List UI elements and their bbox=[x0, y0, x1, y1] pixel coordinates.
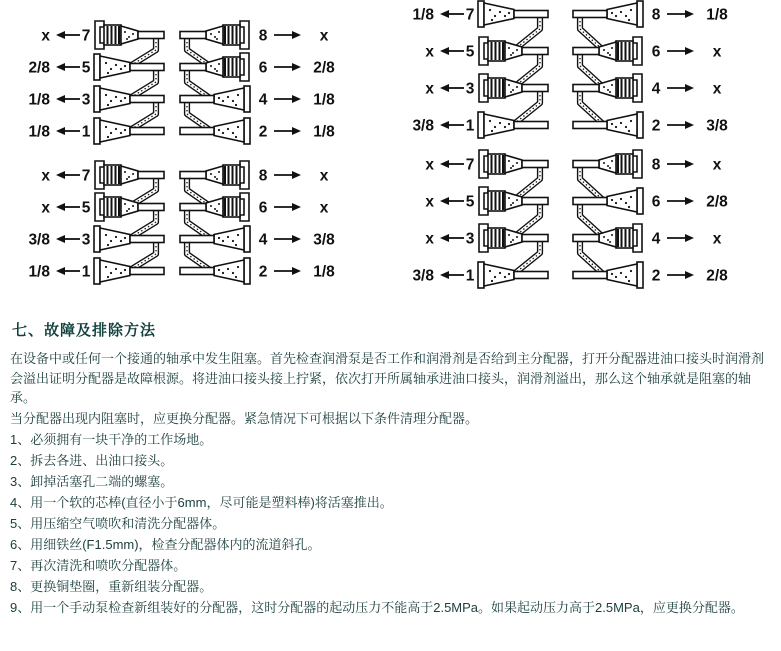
port-number: 2 bbox=[651, 267, 661, 285]
numbered-step: 8、更换铜垫圈，重新组装分配器。 bbox=[10, 579, 213, 594]
distributor-group-bottom-left-outer bbox=[28, 161, 164, 284]
output-label: 1/8 bbox=[313, 263, 335, 281]
port-number: 3 bbox=[465, 80, 475, 98]
port-number: 7 bbox=[81, 27, 91, 45]
outlet-funnel-icon bbox=[478, 262, 548, 288]
flow-arrow bbox=[56, 127, 80, 135]
output-label: 1/8 bbox=[706, 6, 728, 24]
troubleshooting-section bbox=[0, 312, 781, 618]
flow-arrow bbox=[440, 121, 464, 129]
distributor-group-bottom-right-inner bbox=[573, 150, 728, 288]
port-number: 8 bbox=[651, 156, 661, 174]
outlet-funnel-icon bbox=[573, 112, 643, 138]
distributor-group-bottom-left-inner bbox=[180, 161, 335, 284]
flow-arrow bbox=[667, 121, 694, 129]
port-number: 3 bbox=[465, 230, 475, 248]
output-label: 1/8 bbox=[28, 91, 50, 109]
port-number: 1 bbox=[81, 263, 91, 281]
flow-arrow bbox=[440, 10, 464, 18]
flow-arrow bbox=[440, 197, 464, 205]
distributor-group-bottom-right-outer bbox=[412, 150, 548, 288]
port-number: 1 bbox=[81, 123, 91, 141]
flow-arrow bbox=[56, 203, 80, 211]
output-label: x bbox=[425, 193, 434, 211]
section-heading: 七、故障及排除方法 bbox=[12, 322, 157, 339]
outlet-fitting-icon bbox=[180, 53, 249, 81]
distributor-figure bbox=[0, 0, 781, 312]
flow-arrow bbox=[274, 127, 301, 135]
port-number: 6 bbox=[651, 43, 661, 61]
flow-arrow bbox=[274, 267, 301, 275]
flow-arrow bbox=[56, 171, 80, 179]
output-label: 2/8 bbox=[313, 59, 335, 77]
port-number: 2 bbox=[258, 123, 268, 141]
output-label: x bbox=[319, 167, 329, 185]
flow-arrow bbox=[274, 63, 301, 71]
flow-arrow bbox=[274, 203, 301, 211]
output-label: x bbox=[712, 156, 722, 174]
section-body bbox=[10, 349, 771, 618]
numbered-step: 5、用压缩空气喷吹和清洗分配器体。 bbox=[10, 516, 226, 531]
port-number: 2 bbox=[651, 117, 661, 135]
distributor-group-top-left-inner bbox=[180, 21, 335, 144]
output-label: 3/8 bbox=[706, 117, 728, 135]
output-label: 1/8 bbox=[412, 6, 434, 24]
flow-arrow bbox=[56, 235, 80, 243]
port-number: 5 bbox=[81, 59, 91, 77]
output-label: x bbox=[712, 230, 722, 248]
output-label: x bbox=[712, 43, 722, 61]
port-number: 2 bbox=[258, 263, 268, 281]
output-label: 1/8 bbox=[28, 123, 50, 141]
outlet-funnel-icon bbox=[478, 112, 548, 138]
numbered-step: 9、用一个手动泵检查新组装好的分配器，这时分配器的起动压力不能高于2.5MPa。如果起动压力高于2.5MPa，应更换分配器。 bbox=[10, 600, 744, 615]
numbered-step: 7、再次清洗和喷吹分配器体。 bbox=[10, 558, 187, 573]
outlet-funnel-icon bbox=[573, 188, 643, 214]
flow-arrow bbox=[440, 47, 464, 55]
outlet-fitting-icon bbox=[573, 37, 642, 65]
flow-arrow bbox=[274, 31, 301, 39]
flow-arrow bbox=[56, 63, 80, 71]
flow-arrow bbox=[667, 84, 694, 92]
outlet-funnel-icon bbox=[94, 258, 164, 284]
distributor-group-top-right-inner bbox=[573, 1, 728, 138]
port-number: 7 bbox=[465, 156, 475, 174]
flow-arrow bbox=[667, 271, 694, 279]
outlet-funnel-icon bbox=[180, 86, 250, 112]
distributor-group-top-left-outer bbox=[28, 21, 164, 144]
output-label: 3/8 bbox=[313, 231, 335, 249]
numbered-step: 4、用一个软的芯棒(直径小于6mm，尽可能是塑料棒)将活塞推出。 bbox=[10, 495, 393, 510]
output-label: x bbox=[712, 80, 722, 98]
flow-arrow bbox=[56, 267, 80, 275]
flow-arrow bbox=[274, 95, 301, 103]
flow-arrow bbox=[274, 171, 301, 179]
output-label: 1/8 bbox=[28, 263, 50, 281]
output-label: 1/8 bbox=[313, 91, 335, 109]
output-label: x bbox=[319, 199, 329, 217]
outlet-funnel-icon bbox=[180, 118, 250, 144]
output-label: x bbox=[425, 156, 434, 174]
flow-arrow bbox=[56, 31, 80, 39]
numbered-step: 3、卸掉活塞孔二端的螺塞。 bbox=[10, 474, 174, 489]
output-label: x bbox=[425, 230, 434, 248]
port-number: 8 bbox=[651, 6, 661, 24]
output-label: x bbox=[425, 43, 434, 61]
outlet-funnel-icon bbox=[573, 262, 643, 288]
port-number: 1 bbox=[465, 117, 475, 135]
paragraph: 当分配器出现内阻塞时，应更换分配器。紧急情况下可根据以下条件清理分配器。 bbox=[10, 411, 479, 426]
port-number: 8 bbox=[258, 167, 268, 185]
output-label: 3/8 bbox=[412, 117, 434, 135]
output-label: 2/8 bbox=[706, 267, 728, 285]
output-label: 2/8 bbox=[28, 59, 50, 77]
port-number: 6 bbox=[258, 199, 268, 217]
flow-arrow bbox=[667, 197, 694, 205]
port-number: 1 bbox=[465, 267, 475, 285]
port-number: 4 bbox=[258, 231, 268, 249]
flow-arrow bbox=[667, 47, 694, 55]
outlet-fitting-icon bbox=[180, 161, 249, 189]
port-number: 4 bbox=[651, 80, 661, 98]
outlet-fitting-icon bbox=[573, 224, 642, 252]
port-number: 3 bbox=[81, 91, 91, 109]
flow-arrow bbox=[440, 160, 464, 168]
output-label: 1/8 bbox=[313, 123, 335, 141]
port-number: 5 bbox=[81, 199, 91, 217]
flow-arrow bbox=[440, 84, 464, 92]
flow-arrow bbox=[667, 10, 694, 18]
flow-arrow bbox=[440, 271, 464, 279]
port-number: 7 bbox=[465, 6, 475, 24]
port-number: 4 bbox=[258, 91, 268, 109]
output-label: x bbox=[41, 167, 50, 185]
flow-arrow bbox=[440, 234, 464, 242]
flow-arrow bbox=[56, 95, 80, 103]
outlet-funnel-icon bbox=[180, 258, 250, 284]
outlet-fitting-icon bbox=[573, 74, 642, 102]
flow-arrow bbox=[667, 160, 694, 168]
port-number: 8 bbox=[258, 27, 268, 45]
output-label: x bbox=[41, 27, 50, 45]
outlet-funnel-icon bbox=[573, 1, 643, 27]
port-number: 5 bbox=[465, 193, 475, 211]
port-number: 6 bbox=[651, 193, 661, 211]
outlet-funnel-icon bbox=[180, 226, 250, 252]
port-number: 4 bbox=[651, 230, 661, 248]
output-label: x bbox=[41, 199, 50, 217]
port-number: 7 bbox=[81, 167, 91, 185]
outlet-fitting-icon bbox=[180, 193, 249, 221]
numbered-step: 2、拆去各进、出油口接头。 bbox=[10, 453, 174, 468]
output-label: 3/8 bbox=[28, 231, 50, 249]
output-label: 3/8 bbox=[412, 267, 434, 285]
distributor-group-top-right-outer bbox=[412, 1, 548, 138]
distributor-figure-area bbox=[0, 0, 781, 312]
numbered-step: 1、必须拥有一块干净的工作场地。 bbox=[10, 432, 213, 447]
output-label: x bbox=[319, 27, 329, 45]
numbered-step: 6、用细铁丝(F1.5mm)，检查分配器体内的流道斜孔。 bbox=[10, 537, 321, 552]
outlet-fitting-icon bbox=[573, 150, 642, 178]
paragraph: 在设备中或任何一个接通的轴承中发生阻塞。首先检查润滑泵是否工作和润滑剂是否给到主分配器，打开分配器进油口接头时润滑剂会溢出证明分配器是故障根源。将进油口接头接上拧紧，依次打开所属轴承进油口接头，润滑剂溢出，那么这个轴承就是阻塞的轴承。 bbox=[10, 351, 765, 405]
output-label: x bbox=[425, 80, 434, 98]
flow-arrow bbox=[274, 235, 301, 243]
port-number: 3 bbox=[81, 231, 91, 249]
outlet-funnel-icon bbox=[94, 118, 164, 144]
flow-arrow bbox=[667, 234, 694, 242]
outlet-fitting-icon bbox=[180, 21, 249, 49]
port-number: 6 bbox=[258, 59, 268, 77]
output-label: 2/8 bbox=[706, 193, 728, 211]
port-number: 5 bbox=[465, 43, 475, 61]
